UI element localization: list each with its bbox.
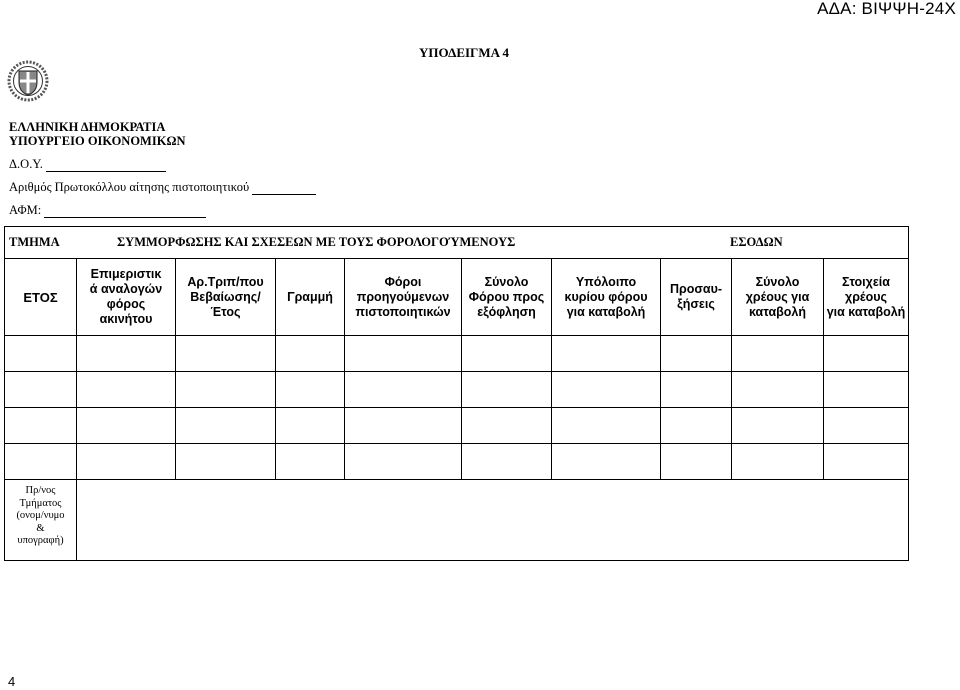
table-cell[interactable] (345, 336, 462, 372)
table-cell[interactable] (661, 336, 732, 372)
table-cell[interactable] (661, 408, 732, 444)
col-header-debt-details: Στοιχεία χρέους για καταβολή (824, 259, 909, 336)
table-cell[interactable] (5, 336, 77, 372)
table-row (5, 372, 909, 408)
page-number: 4 (8, 674, 16, 689)
table-cell[interactable] (5, 372, 77, 408)
table-cell[interactable] (732, 372, 824, 408)
afm-label: ΑΦΜ: (9, 203, 42, 217)
table-cell[interactable] (824, 444, 909, 480)
table-cell[interactable] (276, 408, 345, 444)
table-cell[interactable] (77, 408, 176, 444)
table-cell[interactable] (552, 408, 661, 444)
table-cell[interactable] (345, 372, 462, 408)
table-cell[interactable] (276, 444, 345, 480)
dept-label: ΤΜΗΜΑ (9, 235, 60, 249)
table-cell[interactable] (824, 336, 909, 372)
col-header-line: Γραμμή (276, 259, 345, 336)
table-cell[interactable] (462, 444, 552, 480)
dept-name: ΣΥΜΜΟΡΦΩΣΗΣ ΚΑΙ ΣΧΕΣΕΩΝ ΜΕ ΤΟΥΣ ΦΟΡΟΛΟΓΟΎΜΕΝΟΥΣ (117, 235, 516, 249)
table-cell[interactable] (176, 444, 276, 480)
table-cell[interactable] (824, 372, 909, 408)
table-cell[interactable] (462, 336, 552, 372)
ada-stamp: ΑΔΑ: ΒΙΨΨΗ-24Χ (817, 0, 956, 18)
table-row (5, 444, 909, 480)
table-cell[interactable] (552, 336, 661, 372)
greek-coat-of-arms-emblem (7, 60, 49, 102)
signature-row (5, 480, 909, 561)
col-header-principal-balance: Υπόλοιπο κυρίου φόρου για καταβολή (552, 259, 661, 336)
table-cell[interactable] (552, 372, 661, 408)
col-header-certificate-number: Αρ.Τριπ/που Βεβαίωσης/ Έτος (176, 259, 276, 336)
col-header-previous-taxes: Φόροι προηγούμενων πιστοποιητικών (345, 259, 462, 336)
table-cell[interactable] (345, 408, 462, 444)
table-cell[interactable] (732, 444, 824, 480)
afm-input-line[interactable] (44, 205, 206, 218)
doy-field (9, 157, 166, 172)
dept-suffix: ΕΣΟΔΩΝ (730, 235, 783, 249)
col-header-year: ΕΤΟΣ (5, 259, 77, 336)
protocol-label: Αριθμός Πρωτοκόλλου αίτησης πιστοποιητικού (9, 180, 250, 194)
column-header-row (5, 259, 909, 336)
table-cell[interactable] (661, 372, 732, 408)
protocol-field (9, 180, 316, 195)
signature-label: Πρ/νος Τμήματος (ονομ/νυμο & υπογραφή) (5, 480, 77, 561)
table-cell[interactable] (661, 444, 732, 480)
doy-input-line[interactable] (46, 159, 166, 172)
table-cell[interactable] (276, 372, 345, 408)
table-cell[interactable] (462, 408, 552, 444)
doy-label: Δ.Ο.Υ. (9, 157, 43, 171)
afm-field (9, 203, 206, 218)
header-country: ΕΛΛΗΝΙΚΗ ΔΗΜΟΚΡΑΤΙΑ (9, 120, 166, 134)
debt-table (4, 226, 909, 561)
table-cell[interactable] (276, 336, 345, 372)
table-cell[interactable] (5, 444, 77, 480)
table-cell[interactable] (824, 408, 909, 444)
department-row (5, 227, 909, 259)
table-cell[interactable] (5, 408, 77, 444)
table-cell[interactable] (732, 336, 824, 372)
table-cell[interactable] (77, 444, 176, 480)
table-cell[interactable] (462, 372, 552, 408)
table-cell[interactable] (176, 408, 276, 444)
col-header-total-debt: Σύνολο χρέους για καταβολή (732, 259, 824, 336)
protocol-input-line[interactable] (252, 182, 316, 195)
col-header-surcharges: Προσαυ- ξήσεις (661, 259, 732, 336)
table-cell[interactable] (345, 444, 462, 480)
table-cell[interactable] (77, 372, 176, 408)
debt-table-container (4, 226, 909, 561)
table-cell[interactable] (77, 336, 176, 372)
table-cell[interactable] (176, 336, 276, 372)
table-row (5, 408, 909, 444)
table-row (5, 336, 909, 372)
table-cell[interactable] (552, 444, 661, 480)
col-header-property-tax: Επιμεριστικ ά αναλογών φόρος ακινήτου (77, 259, 176, 336)
table-cell[interactable] (176, 372, 276, 408)
example-label: ΥΠΟΔΕΙΓΜΑ 4 (419, 45, 510, 60)
table-cell[interactable] (732, 408, 824, 444)
signature-cell[interactable] (77, 480, 909, 561)
header-ministry: ΥΠΟΥΡΓΕΙΟ ΟΙΚΟΝΟΜΙΚΩΝ (9, 134, 186, 148)
col-header-total-tax: Σύνολο Φόρου προς εξόφληση (462, 259, 552, 336)
